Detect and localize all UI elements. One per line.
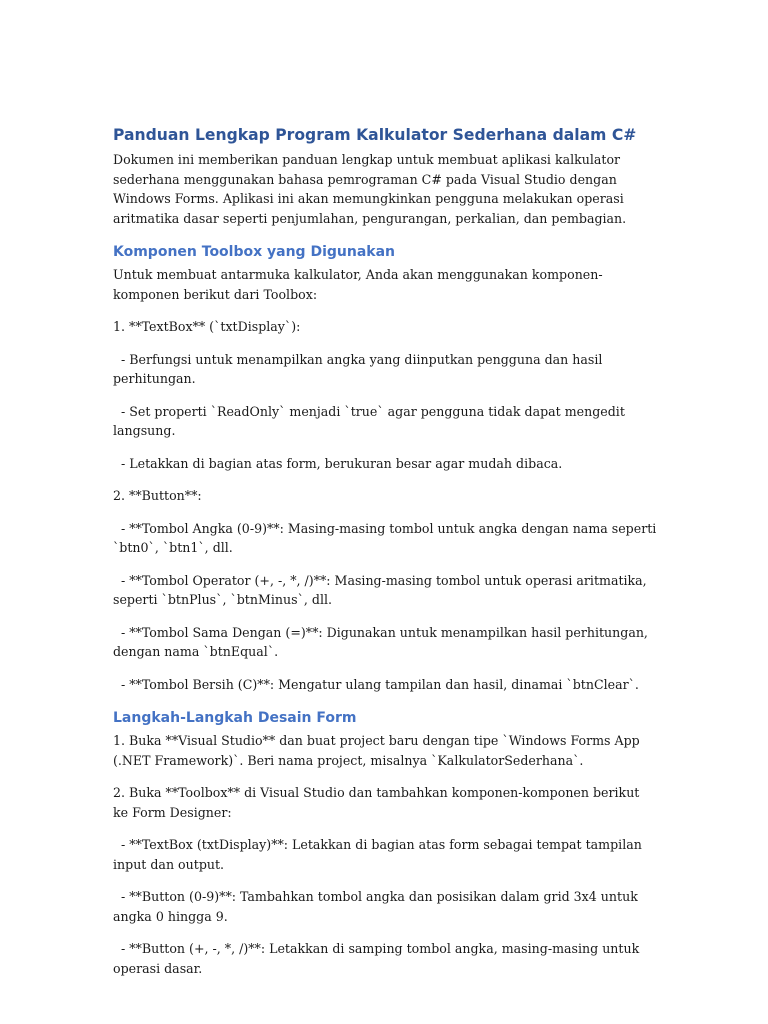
list-item: 1. Buka **Visual Studio** dan buat project baru dengan tipe `Windows Forms App (.NET Framework)`. Beri nama project, misalnya `KalkulatorSederhana`. — [113, 733, 640, 768]
list-item: - Set properti `ReadOnly` menjadi `true` agar pengguna tidak dapat mengedit langsung. — [113, 403, 625, 438]
list-item: - **TextBox (txtDisplay)**: Letakkan di bagian atas form sebagai tempat tampilan input dan output. — [113, 837, 642, 872]
list-item: - **Button (+, -, *, /)**: Letakkan di samping tombol angka, masing-masing untuk operasi dasar. — [113, 941, 640, 976]
document-page — [113, 124, 658, 991]
paragraph: Untuk membuat antarmuka kalkulator, Anda akan menggunakan komponen-komponen berikut dari Toolbox: — [113, 267, 603, 302]
list-item: 2. **Button**: — [113, 488, 202, 503]
list-item: - **Tombol Sama Dengan (=)**: Digunakan untuk menampilkan hasil perhitungan, dengan nama `btnEqual`. — [113, 624, 648, 659]
list-item: 1. **TextBox** (`txtDisplay`): — [113, 319, 301, 334]
section-heading-design: Langkah-Langkah Desain Form — [113, 710, 357, 726]
intro-paragraph: Dokumen ini memberikan panduan lengkap untuk membuat aplikasi kalkulator sederhana menggunakan bahasa pemrograman C# pada Visual Studio dengan Windows Forms. Aplikasi ini akan memungkinkan pengguna melakukan operasi aritmatika dasar seperti penjumlahan, pengurangan, perkalian, dan pembagian. — [113, 152, 627, 226]
document-title: Panduan Lengkap Program Kalkulator Sederhana dalam C# — [113, 126, 637, 144]
list-item: - **Tombol Angka (0-9)**: Masing-masing tombol untuk angka dengan nama seperti `btn0`, `btn1`, dll. — [113, 520, 657, 555]
list-item: - **Button (0-9)**: Tambahkan tombol angka dan posisikan dalam grid 3x4 untuk angka 0 hingga 9. — [113, 889, 638, 924]
list-item: - **Tombol Operator (+, -, *, /)**: Masing-masing tombol untuk operasi aritmatika, seperti `btnPlus`, `btnMinus`, dll. — [113, 572, 647, 607]
list-item: - **Tombol Bersih (C)**: Mengatur ulang tampilan dan hasil, dinamai `btnClear`. — [113, 676, 639, 692]
list-item: 2. Buka **Toolbox** di Visual Studio dan tambahkan komponen-komponen berikut ke Form Designer: — [113, 785, 640, 820]
list-item: - Letakkan di bagian atas form, berukuran besar agar mudah dibaca. — [113, 455, 563, 471]
section-heading-toolbox: Komponen Toolbox yang Digunakan — [113, 244, 396, 260]
list-item: - Berfungsi untuk menampilkan angka yang diinputkan pengguna dan hasil perhitungan. — [113, 351, 603, 386]
